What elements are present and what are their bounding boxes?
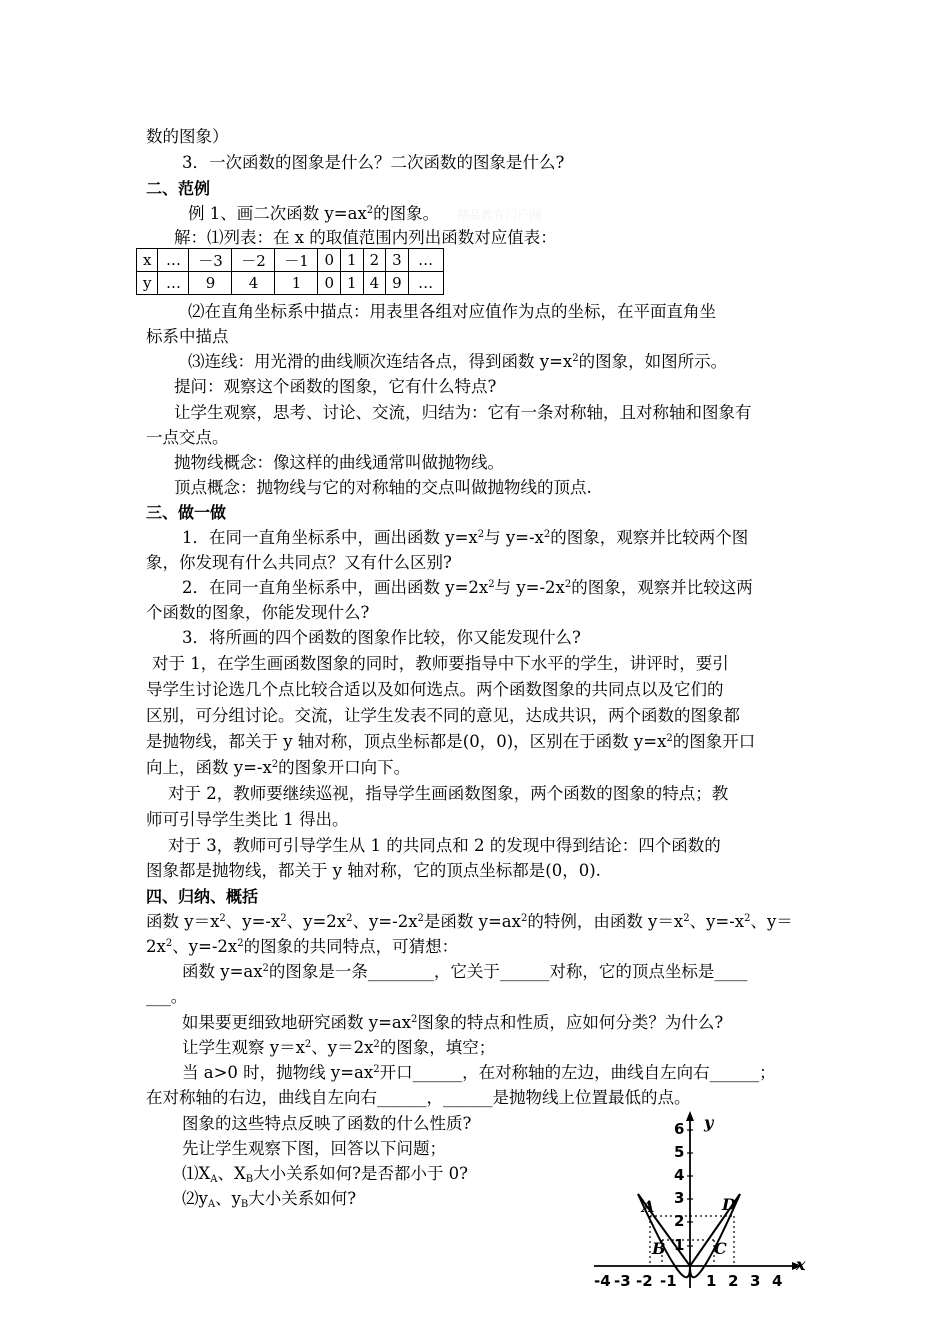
table-cell: 2 [363, 249, 386, 272]
text-line: 函数 $y=x^2$、$y=-x^2$、$y=2x^2$、$y=-2x^2$是函数 $y=ax^2$的特例，由函数 $y=x^2$、$y=-x^2$、y＝ [146, 912, 793, 931]
watermark-text: 精品教育门户网 [457, 208, 542, 222]
text-line: 一点交点。 [146, 428, 229, 447]
text-line: 区别，可分组讨论。交流，让学生发表不同的意见，达成共识，两个函数的图象都 [146, 706, 740, 725]
table-cell: 9 [189, 272, 232, 295]
section-heading: 二、范例 [146, 179, 211, 198]
x-tick-label: 4 [772, 1272, 783, 1290]
text-line [188, 201, 541, 228]
table-cell: 0 [318, 272, 341, 295]
text-line: 2．在同一直角坐标系中，画出函数 $y=2x^2$与 $y=-2x^2$的图象，观察并比较这两 [182, 578, 753, 597]
text-line: 3．将所画的四个函数的图象作比较，你又能发现什么? [182, 628, 581, 647]
text-line: 1．在同一直角坐标系中，画出函数 $y=x^2$与 $y=-x^2$的图象，观察并比较两个图 [182, 528, 749, 547]
text-line: 数的图象） [146, 127, 229, 146]
table-row [137, 249, 444, 272]
table-cell: 4 [232, 272, 275, 295]
table-cell: … [158, 272, 189, 295]
y-axis-label: y [704, 1113, 714, 1132]
table-cell: … [408, 249, 443, 272]
text-line: $2x^2$、$y=-2x^2$的图象的共同特点，可猜想： [146, 937, 459, 956]
y-tick-label: 1 [674, 1236, 685, 1254]
text-line: ⑵在直角坐标系中描点：用表里各组对应值作为点的坐标，在平面直角坐 [188, 302, 716, 321]
text-line: 解：⑴列表：在 x 的取值范围内列出函数对应值表： [174, 228, 557, 247]
table-cell: 1 [341, 249, 364, 272]
text-line: 顶点概念：抛物线与它的对称轴的交点叫做抛物线的顶点. [174, 478, 592, 497]
y-tick-label: 5 [674, 1143, 685, 1161]
text-line: 先让学生观察下图，回答以下问题； [182, 1139, 446, 1158]
y-tick-label: 6 [674, 1120, 685, 1138]
point-label-b: B [652, 1239, 666, 1258]
text-line: 对于 3，教师可引导学生从 1 的共同点和 2 的发现中得到结论：四个函数的 [168, 836, 721, 855]
y-tick-label: 3 [674, 1189, 685, 1207]
text-line: $⑴X_A$、$X_B$大小关系如何?是否都小于 0? [182, 1164, 469, 1185]
table-cell: －3 [189, 249, 232, 272]
x-tick-label: 3 [750, 1272, 761, 1290]
text-line: 师可引导学生类比 1 得出。 [146, 810, 349, 829]
x-tick-label: 2 [728, 1272, 739, 1290]
text-line: 抛物线概念：像这样的曲线通常叫做抛物线。 [174, 453, 504, 472]
table-cell: 0 [318, 249, 341, 272]
text-line: 标系中描点 [146, 327, 229, 346]
section-heading: 四、归纳、概括 [146, 887, 259, 906]
table-cell: 1 [275, 272, 318, 295]
x-tick-label: -3 [614, 1272, 631, 1290]
x-axis-label: x [796, 1255, 806, 1274]
example-text: 例 1、画二次函数 $y=ax^2$的图象。 [188, 204, 440, 223]
text-line: 当 a>0 时，抛物线 $y=ax^2$开口______，在对称轴的左边，曲线自左向右______； [182, 1063, 776, 1082]
value-table [136, 248, 444, 295]
text-line: 导学生讨论选几个点比较合适以及如何选点。两个函数图象的共同点以及它们的 [146, 680, 724, 699]
text-line: $⑵y_A$、$y_B$大小关系如何? [182, 1189, 357, 1210]
text-line: 让学生观察，思考、讨论、交流，归结为：它有一条对称轴，且对称轴和图象有 [174, 403, 752, 422]
text-line: 3．一次函数的图象是什么？二次函数的图象是什么? [182, 153, 565, 172]
section-heading: 三、做一做 [146, 503, 227, 522]
text-line: 象，你发现有什么共同点？又有什么区别? [146, 553, 452, 572]
table-cell: 1 [341, 272, 364, 295]
table-row [137, 272, 444, 295]
text-line: ___。 [146, 987, 188, 1006]
table-cell: … [158, 249, 189, 272]
x-tick-label: 1 [706, 1272, 717, 1290]
point-label-c: C [714, 1239, 727, 1258]
text-line: 对于 2，教师要继续巡视，指导学生画函数图象，两个函数的图象的特点；教 [168, 784, 729, 803]
table-cell: 9 [386, 272, 409, 295]
table-cell: x [137, 249, 158, 272]
table-cell: y [137, 272, 158, 295]
x-tick-label: -2 [636, 1272, 653, 1290]
point-label-a: A [642, 1197, 655, 1216]
table-cell: －1 [275, 249, 318, 272]
text-line: 让学生观察 $y=x^2$、$y=2x^2$的图象，填空； [182, 1038, 496, 1057]
point-label-d: D [722, 1195, 736, 1214]
table-cell: －2 [232, 249, 275, 272]
text-line: ⑶连线：用光滑的曲线顺次连结各点，得到函数 $y=x^2$的图象，如图所示。 [188, 352, 728, 371]
text-line: 提问：观察这个函数的图象，它有什么特点? [174, 377, 497, 396]
text-line: 个函数的图象，你能发现什么? [146, 603, 370, 622]
text-line: 对于 1，在学生画函数图象的同时，教师要指导中下水平的学生，讲评时，要引 [152, 654, 729, 673]
text-line: 函数 $y=ax^2$的图象是一条________，它关于______对称，它的顶点坐标是____ [182, 962, 748, 981]
text-line: 是抛物线，都关于 y 轴对称，顶点坐标都是(0，0)，区别在于函数 $y=x^2$的图象开口 [146, 732, 756, 751]
table-cell: 4 [363, 272, 386, 295]
y-tick-label: 2 [674, 1212, 685, 1230]
text-line: 向上，函数 $y=-x^2$的图象开口向下。 [146, 758, 411, 777]
table-cell: 3 [386, 249, 409, 272]
parabola-figure [588, 1108, 818, 1296]
text-line: 图象都是抛物线，都关于 y 轴对称，它的顶点坐标都是(0，0). [146, 861, 601, 880]
table-cell: … [408, 272, 443, 295]
x-tick-label: -4 [594, 1272, 611, 1290]
text-line: 图象的这些特点反映了函数的什么性质? [182, 1114, 472, 1133]
x-tick-label: -1 [660, 1272, 677, 1290]
text-line: 如果要更细致地研究函数 $y=ax^2$图象的特点和性质，应如何分类？为什么? [182, 1013, 724, 1032]
y-tick-label: 4 [674, 1166, 685, 1184]
y-axis-arrow-icon [686, 1111, 694, 1121]
text-line: 在对称轴的右边，曲线自左向右______，______是抛物线上位置最低的点。 [146, 1088, 691, 1107]
